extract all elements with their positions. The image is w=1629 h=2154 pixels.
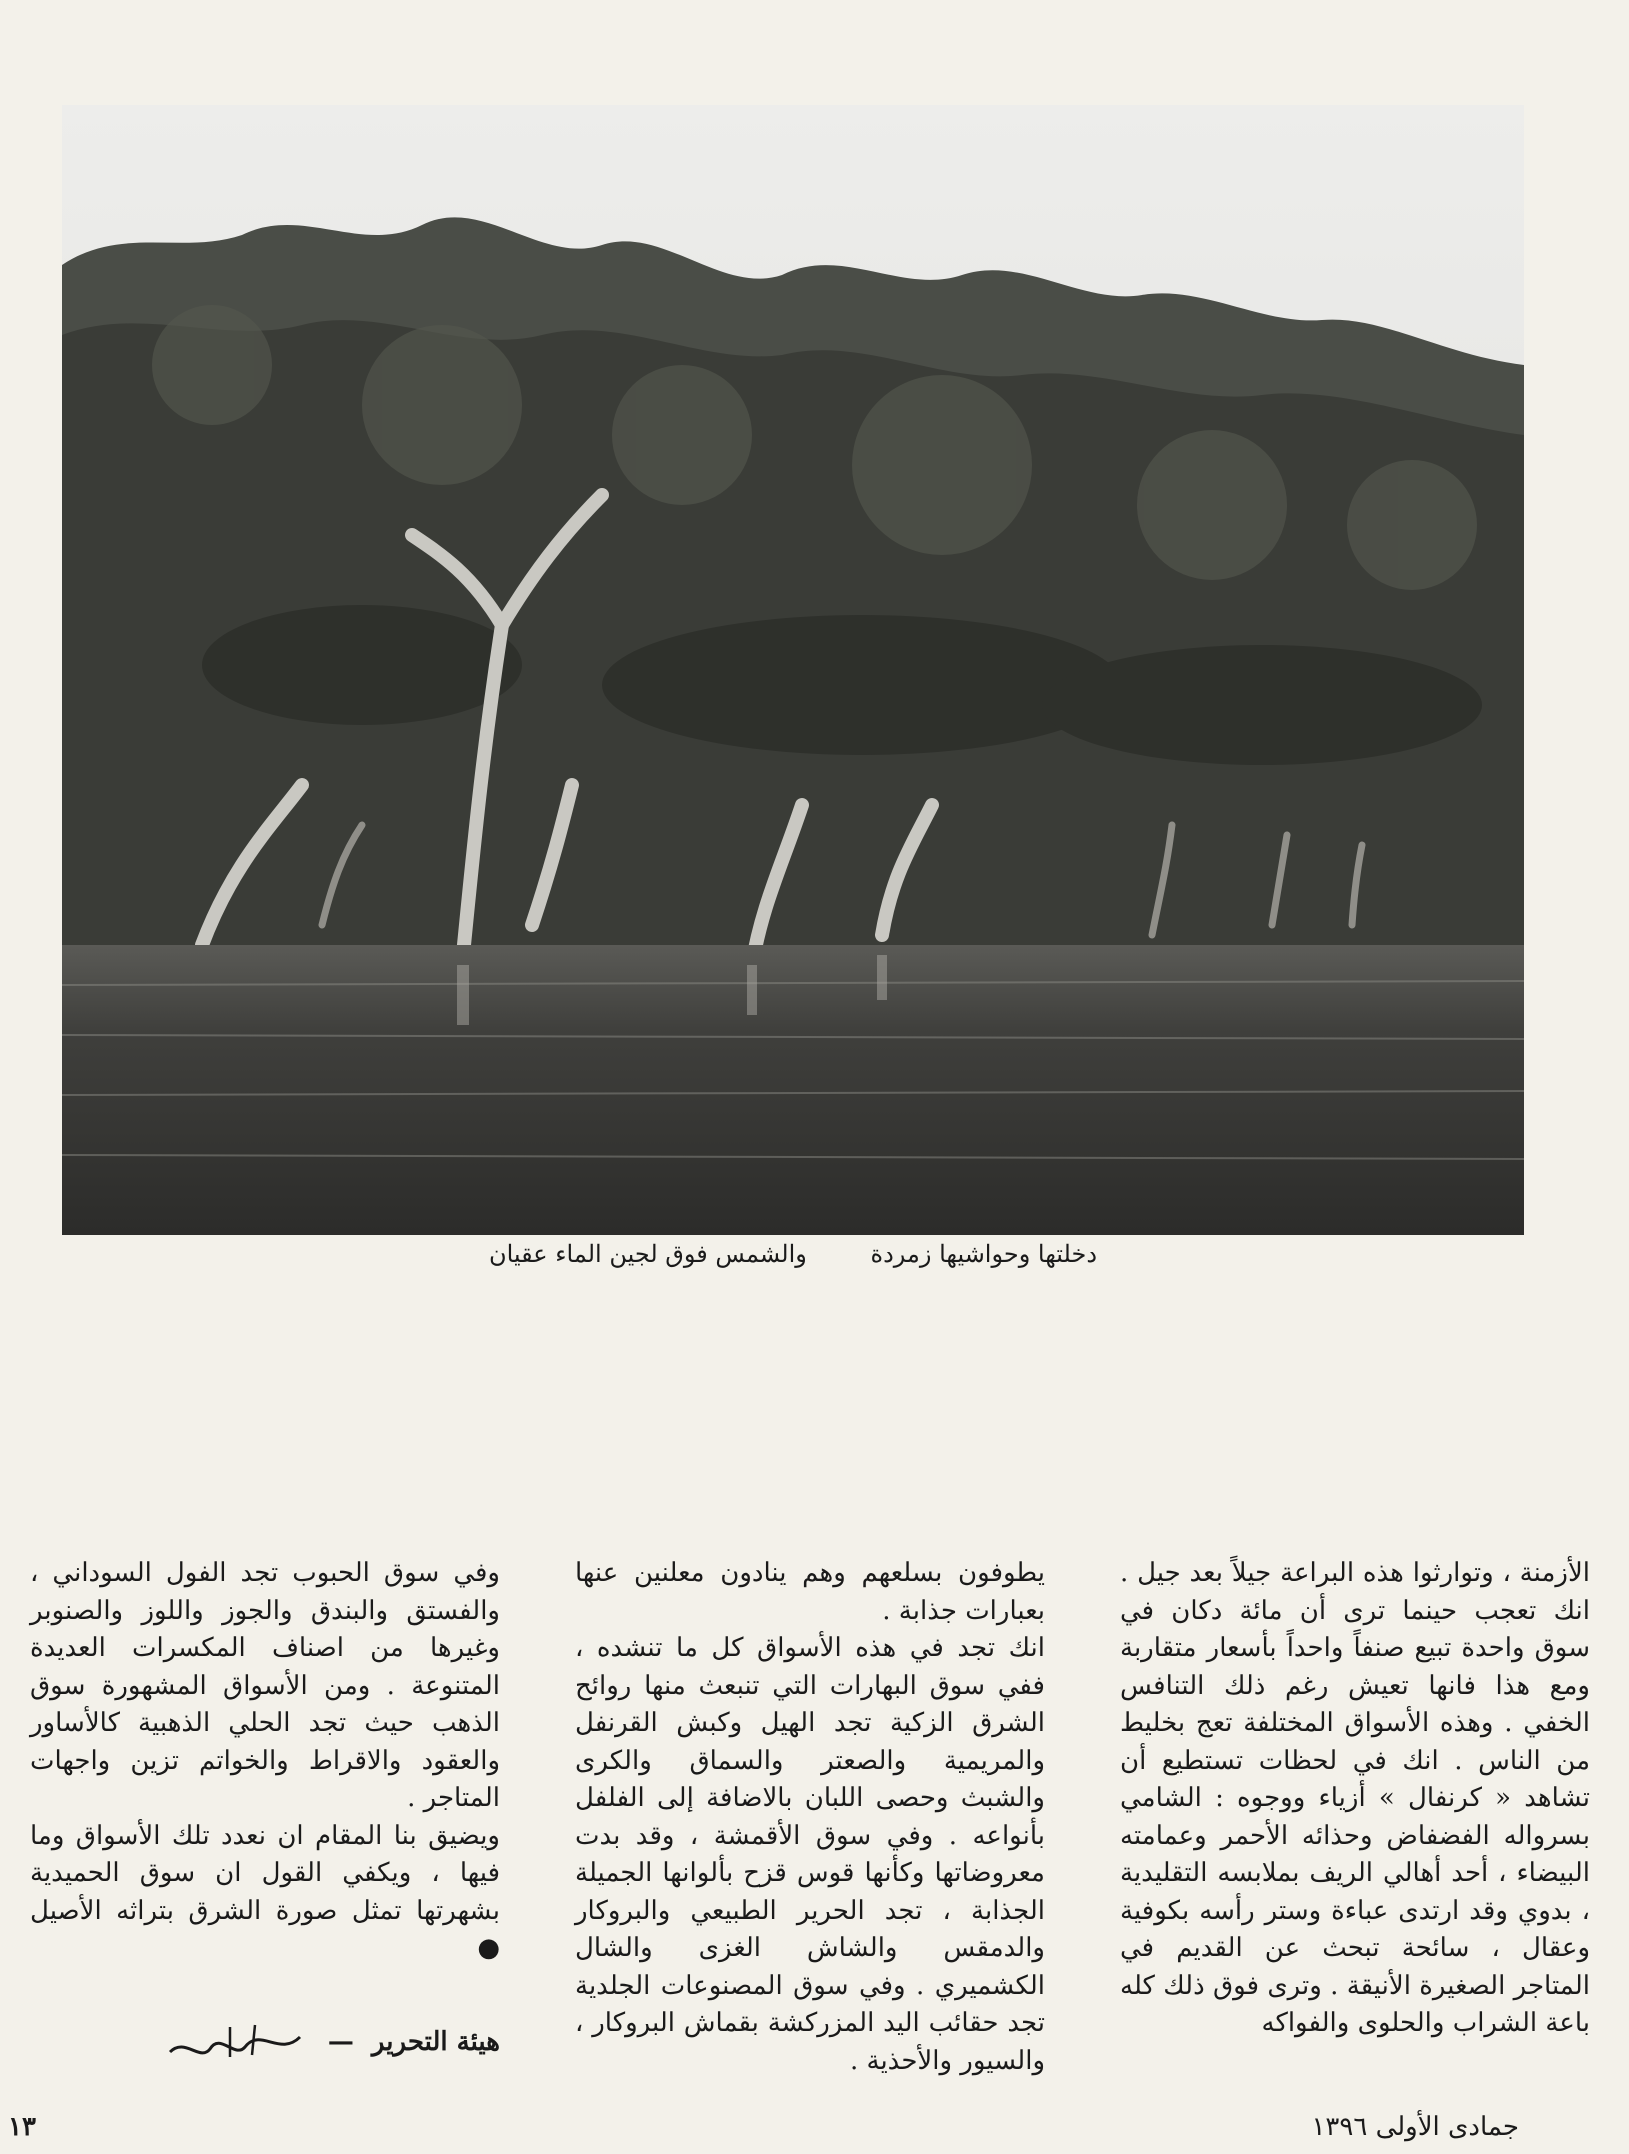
paragraph: وفي سوق الحبوب تجد الفول السوداني ، والفستق والبندق والجوز واللوز والصنوبر وغيرها من اصناف المكسرات العديدة المتنوعة . ومن الأسواق المشهورة سوق الذهب حيث تجد الحلي الذهبية كالأساور والعقود والاقراط والخواتم تزين واجهات المتاجر .	[30, 1558, 500, 1813]
handwritten-signature	[160, 2017, 310, 2067]
paragraph: يطوفون بسلعهم وهم ينادون معلنين عنها بعبارات جذابة .	[575, 1558, 1045, 1626]
issue-date: جمادى الأولى ١٣٩٦	[1311, 2112, 1519, 2142]
paragraph: ويضيق بنا المقام ان نعدد تلك الأسواق وما فيها ، ويكفي القول ان سوق الحميدية بشهرتها تمثل صورة الشرق بتراثه الأصيل ●	[30, 1820, 500, 1963]
page-number: ١٣	[8, 2112, 36, 2142]
caption-part-1: دخلتها وحواشيها زمردة	[870, 1240, 1098, 1268]
signature-dash: —	[327, 2027, 354, 2057]
signature-block	[40, 2012, 500, 2072]
photo-caption	[62, 1240, 1524, 1268]
column-middle	[575, 1555, 1045, 2076]
photo-illustration	[62, 105, 1524, 1235]
column-right	[1120, 1555, 1590, 2038]
paragraph: انك تجد في هذه الأسواق كل ما تنشده ، ففي سوق البهارات التي تنبعث منها روائح الشرق الزكية تجد الهيل وكبش القرنفل والمريمية والصعتر والسماق والكرى والشبث وحصى اللبان بالاضافة إلى الفلفل بأنواعه . وفي سوق الأقمشة ، وقد بدت معروضاتها وكأنها قوس قزح بألوانها الجميلة الجذابة ، تجد الحرير الطبيعي والبروكار والدمقس والشاش الغزى والشال الكشميري . وفي سوق المصنوعات الجلدية تجد حقائب اليد المزركشة بقماش البروكار ، والسيور والأحذية .	[575, 1633, 1045, 2076]
caption-part-2: والشمس فوق لجين الماء عقيان	[488, 1240, 807, 1268]
column-left	[30, 1555, 500, 2025]
paragraph: الأزمنة ، وتوارثوا هذه البراعة جيلاً بعد جيل . انك تعجب حينما ترى أن مائة دكان في سوق واحدة تبيع صنفاً واحداً بأسعار متقاربة ومع هذا فانها تعيش رغم ذلك التنافس الخفي . وهذه الأسواق المختلفة تعج بخليط من الناس . انك في لحظات تستطيع أن تشاهد « كرنفال » أزياء ووجوه : الشامي بسرواله الفضفاض وحذائه الأحمر وعمامته البيضاء ، أحد أهالي الريف بملابسه التقليدية ، بدوي وقد ارتدى عباءة وستر رأسه بكوفية وعقال ، سائحة تبحث عن القديم في المتاجر الصغيرة الأنيقة . وترى فوق ذلك كله باعة الشراب والحلوى والفواكه	[1120, 1558, 1590, 2038]
signature-label: هيئة التحرير	[371, 2027, 500, 2057]
trees-in-water-photo	[62, 105, 1524, 1235]
